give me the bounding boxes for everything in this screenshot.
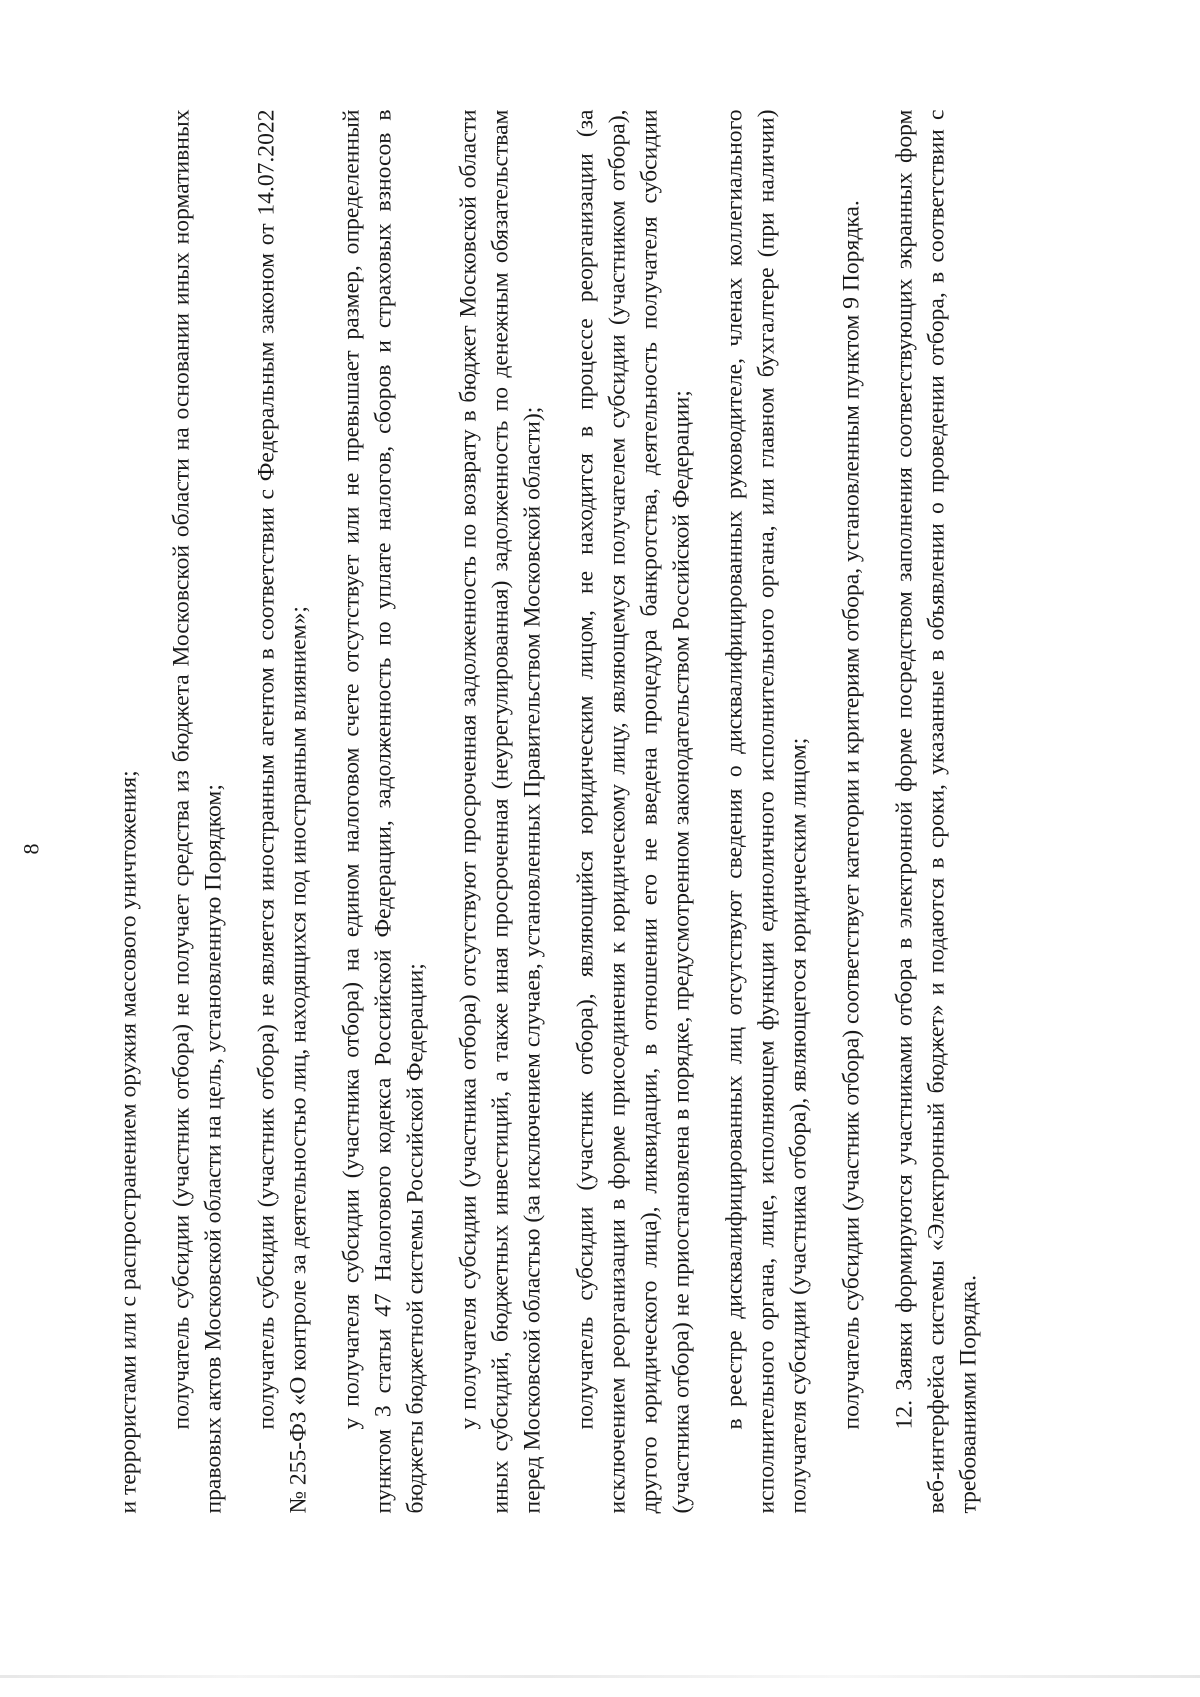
paragraph-continuation: и террористами или с распространением оружия массового уничтожения; — [115, 769, 141, 1513]
paragraph-overdue-debt: у получателя субсидии (участника отбора) отсутствуют просроченная задолженность по возврату в бюджет Московской области иных субсидий, бюджетных инвестиций, а также иная просроченная (неурегулированная) задолженность по денежным обязательствам перед Московской областью (за исключением случаев, установленных Правительством Московской области); — [455, 109, 545, 1513]
document-body — [112, 109, 1005, 1513]
paragraph-disqualified-registry: в реестре дисквалифицированных лиц отсутствуют сведения о дисквалифицированных руководителе, членах коллегиального исполнительного органа, лице, исполняющем функции единоличного исполнительного органа, или главном бухгалтере (при наличии) получателя субсидии (участника отбора), являющегося юридическим лицом; — [721, 109, 811, 1513]
paragraph-applications-12: 12. Заявки формируются участниками отбора в электронной форме посредством заполнения соответствующих экранных форм веб-интерфейса системы «Электронный бюджет» и подаются в сроки, указанные в объявлении о проведении отбора, в соответствии с требованиями Порядка. — [891, 109, 981, 1513]
paragraph-tax-debt: у получателя субсидии (участника отбора) на едином налоговом счете отсутствует или не превышает размер, определенный пунктом 3 статьи 47 Налогового кодекса Российской Федерации, задолженность по уплате налогов, сборов и страховых взносов в бюджеты бюджетной системы Российской Федерации; — [338, 109, 428, 1513]
paragraph-category-criteria: получатель субсидии (участник отбора) соответствует категории и критериям отбора, установленным пунктом 9 Порядка. — [838, 199, 864, 1429]
paragraph-not-foreign-agent: получатель субсидии (участник отбора) не является иностранным агентом в соответствии с Федеральным законом от 14.07.2022 № 255-ФЗ «О контроле за деятельностью лиц, находящихся под иностранным влиянием»; — [253, 109, 311, 1513]
scan-artifact-line — [0, 1675, 1200, 1678]
paragraph-no-other-budget-funds: получатель субсидии (участник отбора) не получает средства из бюджета Московской области на основании иных нормативных правовых актов Московской области на цель, установленную Порядком; — [168, 109, 226, 1513]
paragraph-reorganization: получатель субсидии (участник отбора), являющийся юридическим лицом, не находится в процессе реорганизации (за исключением реорганизации в форме присоединения к юридическому лицу, являющемуся получателем субсидии (участником отбора), другого юридического лица), ликвидации, в отношении его не введена процедура банкротства, деятельность получателя субсидии (участника отбора) не приостановлена в порядке, предусмотренном законодательством Российской Федерации; — [572, 109, 694, 1513]
page-number: 8 — [18, 843, 43, 854]
